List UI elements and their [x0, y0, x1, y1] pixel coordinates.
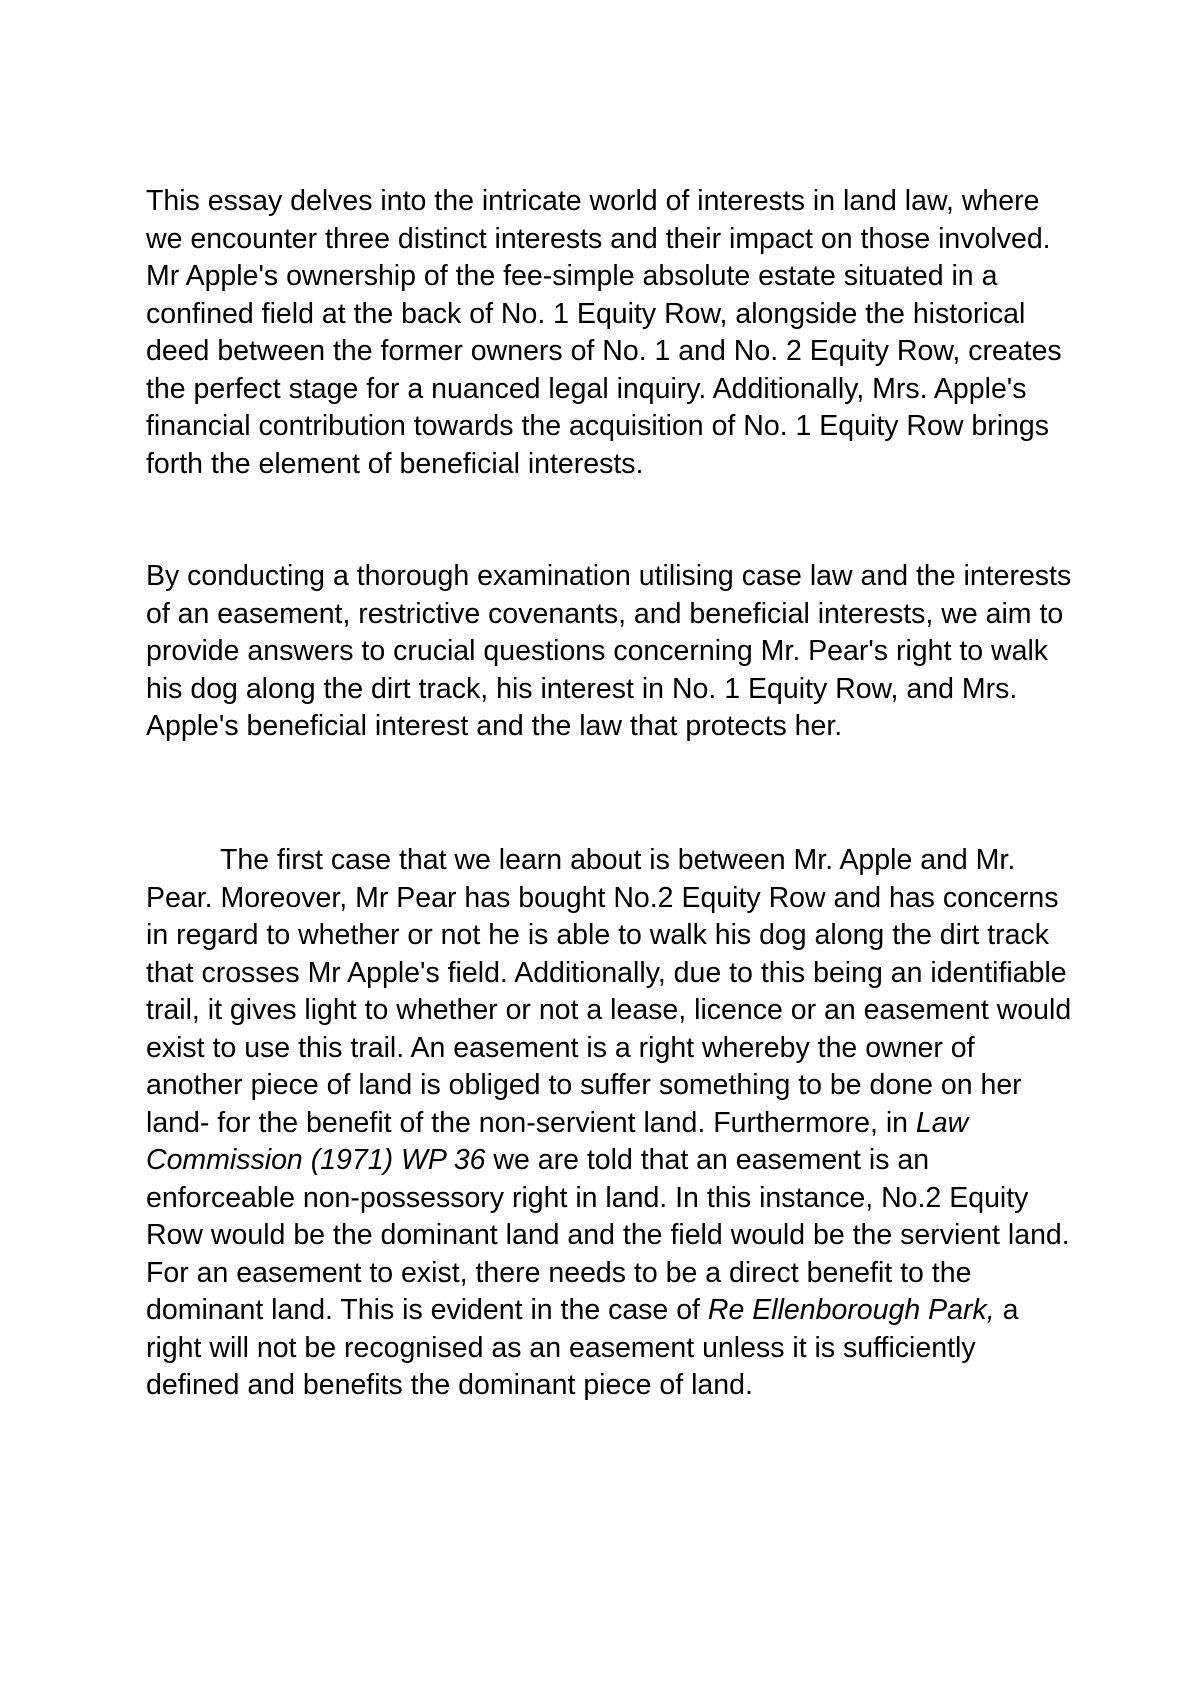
paragraph-intro [146, 183, 1076, 483]
citation-re-ellenborough-park: Re Ellenborough Park, [707, 1294, 995, 1326]
first-case-text-part-2: we are told that an easement is an enforceable non-possessory right in land. In this instance, No.2 Equity Row would be the dominant land and the field would be the servient land. For an easement to exist, there needs to be a direct benefit to the dominant land. This is evident in the case of [146, 1144, 1070, 1326]
citation-law-commission: Law Commission (1971) WP 36 [146, 1106, 969, 1176]
paragraph-scope-text: By conducting a thorough examination utilising case law and the interests of an easement, restrictive covenants, and beneficial interests, we aim to provide answers to crucial questions concerning Mr. Pear's right to walk his dog along the dirt track, his interest in No. 1 Equity Row, and Mrs. Apple's beneficial interest and the law that protects her. [146, 560, 1072, 742]
first-case-text-part-3: a right will not be recognised as an easement unless it is sufficiently defined and benefits the dominant piece of land. [146, 1294, 1019, 1401]
paragraph-first-case-text [146, 842, 1076, 1405]
paragraph-scope [146, 558, 1076, 746]
first-case-text-part-1: The first case that we learn about is between Mr. Apple and Mr. Pear. Moreover, Mr Pear has bought No.2 Equity Row and has concerns in regard to whether or not he is able to walk his dog along the dirt track that crosses Mr Apple's field. Additionally, due to this being an identifiable trail, it gives light to whether or not a lease, licence or an easement would exist to use this trail. An easement is a right whereby the owner of another piece of land is obliged to suffer something to be done on her land- for the benefit of the non-servient land. Furthermore, in [146, 844, 1072, 1139]
paragraph-intro-text: This essay delves into the intricate world of interests in land law, where we encounter three distinct interests and their impact on those involved. Mr Apple's ownership of the fee-simple absolute estate situated in a confined field at the back of No. 1 Equity Row, alongside the historical deed between the former owners of No. 1 and No. 2 Equity Row, creates the perfect stage for a nuanced legal inquiry. Additionally, Mrs. Apple's financial contribution towards the acquisition of No. 1 Equity Row brings forth the element of beneficial interests. [146, 185, 1062, 480]
paragraph-first-case [146, 842, 1076, 1405]
